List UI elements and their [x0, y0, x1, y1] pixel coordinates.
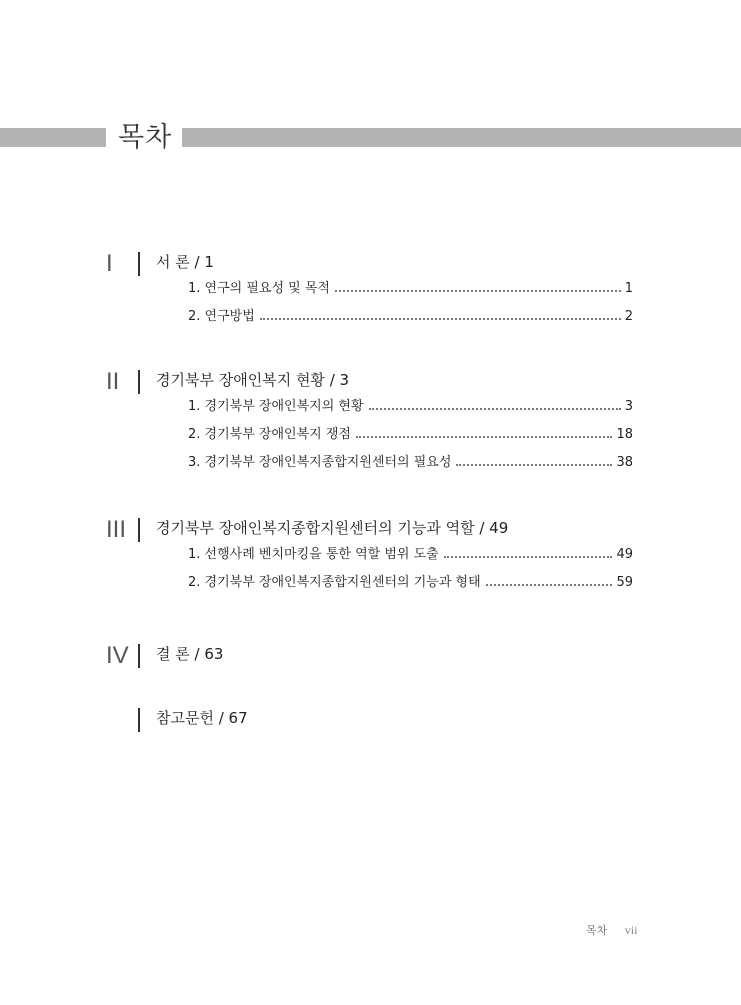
toc-entry-page: 18	[616, 427, 633, 442]
dot-leader	[444, 556, 613, 558]
chapter-title[interactable]: 결 론 / 63	[156, 645, 224, 663]
chapter-separator	[138, 370, 140, 394]
toc-entry-label: 2. 연구방법	[188, 309, 255, 324]
dot-leader	[369, 408, 621, 410]
toc-entry-page: 59	[616, 575, 633, 590]
dot-leader	[486, 584, 613, 586]
chapter-title[interactable]: 경기북부 장애인복지 현황 / 3	[156, 371, 350, 389]
toc-entry-label: 2. 경기북부 장애인복지종합지원센터의 기능과 형태	[188, 575, 481, 590]
toc-entry-page: 49	[616, 547, 633, 562]
chapter-separator	[138, 518, 140, 542]
section-list	[188, 546, 633, 602]
toc-entry-label: 1. 연구의 필요성 및 목적	[188, 281, 330, 296]
chapter-numeral: I	[106, 250, 113, 277]
chapter-title[interactable]: 참고문헌 / 67	[156, 709, 248, 727]
toc-entry-page: 2	[624, 309, 633, 324]
toc-entry[interactable]	[188, 574, 633, 602]
title-bar-right	[182, 128, 741, 147]
chapter-separator	[138, 708, 140, 732]
toc-entry[interactable]	[188, 308, 633, 336]
toc-entry[interactable]	[188, 398, 633, 426]
chapter-separator	[138, 252, 140, 276]
chapter-numeral: II	[106, 368, 120, 395]
page-footer	[586, 922, 637, 938]
toc-entry-page: 1	[624, 281, 633, 296]
dot-leader	[456, 464, 612, 466]
toc-entry[interactable]	[188, 426, 633, 454]
toc-entry-label: 2. 경기북부 장애인복지 쟁점	[188, 427, 351, 442]
toc-entry-label: 1. 경기북부 장애인복지의 현황	[188, 399, 364, 414]
dot-leader	[335, 290, 621, 292]
footer-label: 목차	[586, 924, 608, 937]
toc-entry[interactable]	[188, 454, 633, 482]
footer-page-number: vii	[624, 923, 638, 937]
chapter-title[interactable]: 경기북부 장애인복지종합지원센터의 기능과 역할 / 49	[156, 519, 509, 537]
dot-leader	[356, 436, 613, 438]
toc-entry[interactable]	[188, 280, 633, 308]
toc-entry[interactable]	[188, 546, 633, 574]
toc-entry-label: 3. 경기북부 장애인복지종합지원센터의 필요성	[188, 455, 452, 470]
dot-leader	[260, 318, 621, 320]
chapter-title[interactable]: 서 론 / 1	[156, 253, 214, 271]
chapter-numeral: III	[106, 516, 127, 543]
chapter-numeral: IV	[106, 642, 129, 669]
chapter-separator	[138, 644, 140, 668]
toc-entry-page: 3	[624, 399, 633, 414]
toc-entry-label: 1. 선행사례 벤치마킹을 통한 역할 범위 도출	[188, 547, 439, 562]
section-list	[188, 280, 633, 336]
page-title: 목차	[118, 122, 173, 153]
toc-entry-page: 38	[616, 455, 633, 470]
section-list	[188, 398, 633, 482]
title-bar-left	[0, 128, 106, 147]
